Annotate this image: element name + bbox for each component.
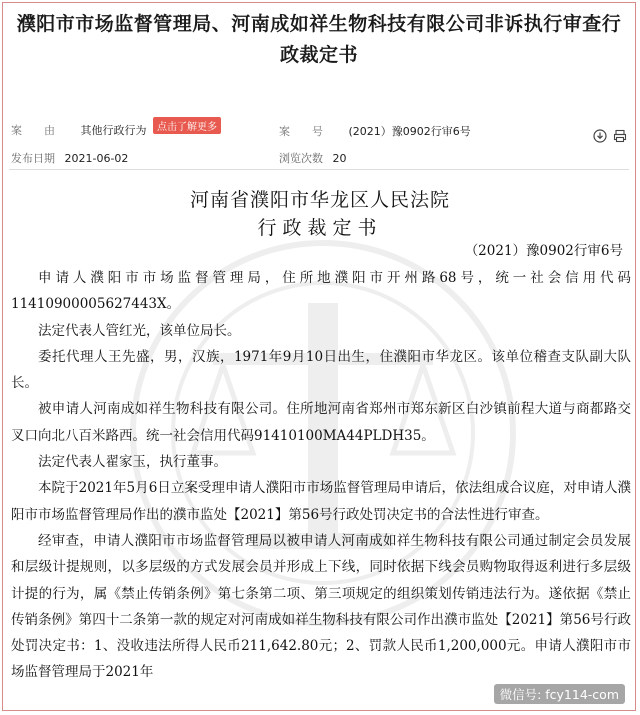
meta-views-label: 浏览次数 xyxy=(279,152,323,165)
print-icon[interactable] xyxy=(613,129,627,143)
paragraph-review: 经审查，申请人濮阳市市场监督管理局以被申请人河南成如祥生物科技有限公司通过制定会员发展和层级计提规则，以多层级的方式发展会员并形成上下线，同时依据下线会员购物取得返利进行多层级计提的行为，属《禁止传销条例》第七条第二项、第三项规定的组织策划传销违法行为。遂依据《禁止传销条例》第四十二条第一款的规定对河南成如祥生物科技有限公司作出濮市监处【2021】第56号行政处罚决定书：1、没收违法所得人民币211,642.80元；2、罚款人民币1,200,000元。申请人濮阳市市场监督管理局于2021年 xyxy=(11,532,631,681)
paragraph-acceptance: 本院于2021年5月6日立案受理申请人濮阳市市场监督管理局申请后，依法组成合议庭，对申请人濮阳市市场监督管理局作出的濮市监处【2021】第56号行政处罚决定书的合法性进行审查。 xyxy=(11,480,631,523)
download-icon[interactable] xyxy=(593,129,607,143)
page-title: 濮阳市市场监督管理局、河南成如祥生物科技有限公司非诉执行审查行政裁定书 xyxy=(16,13,622,66)
meta-date-label: 发布日期 xyxy=(11,152,55,165)
meta-date-value: 2021-06-02 xyxy=(64,152,129,165)
court-name: 河南省濮阳市华龙区人民法院 xyxy=(189,189,450,211)
paragraph-applicant: 申请人濮阳市市场监督管理局，住所地濮阳市开州路68号，统一社会信用代码11410900005627443X。 xyxy=(11,270,631,313)
meta-cause xyxy=(11,121,221,138)
paragraph-respondent-rep: 法定代表人翟家玉，执行董事。 xyxy=(38,454,227,471)
action-icons xyxy=(593,129,627,143)
paragraph-legal-rep: 法定代表人管红光，该单位局长。 xyxy=(38,322,241,339)
meta-views-value: 20 xyxy=(332,152,347,165)
header-divider xyxy=(9,169,629,170)
learn-more-tag[interactable]: 点击了解更多 xyxy=(153,117,221,134)
meta-case-label: 案号 xyxy=(279,125,345,138)
meta-cause-value: 其他行政行为 xyxy=(80,124,147,137)
meta-case-value: (2021）豫0902行审6号 xyxy=(348,125,471,138)
meta-case xyxy=(279,123,471,139)
wechat-watermark: 微信号: fcy114-com xyxy=(494,684,625,704)
meta-date xyxy=(11,150,128,166)
case-number: （2021）豫0902行审6号 xyxy=(464,243,623,259)
paragraph-respondent: 被申请人河南成如祥生物科技有限公司。住所地河南省郑州市郑东新区白沙镇前程大道与商都路交叉口向北八百米路西。统一社会信用代码91410100MA44PLDH35。 xyxy=(11,401,631,444)
paragraph-agent: 委托代理人王先盛，男，汉族，1971年9月10日出生，住濮阳市华龙区。该单位稽查支队副大队长。 xyxy=(11,348,631,392)
meta-cause-label: 案由 xyxy=(11,124,77,137)
document-frame xyxy=(2,2,636,711)
document-body xyxy=(11,265,631,686)
meta-views xyxy=(279,150,347,166)
document-type: 行政裁定书 xyxy=(257,217,383,239)
